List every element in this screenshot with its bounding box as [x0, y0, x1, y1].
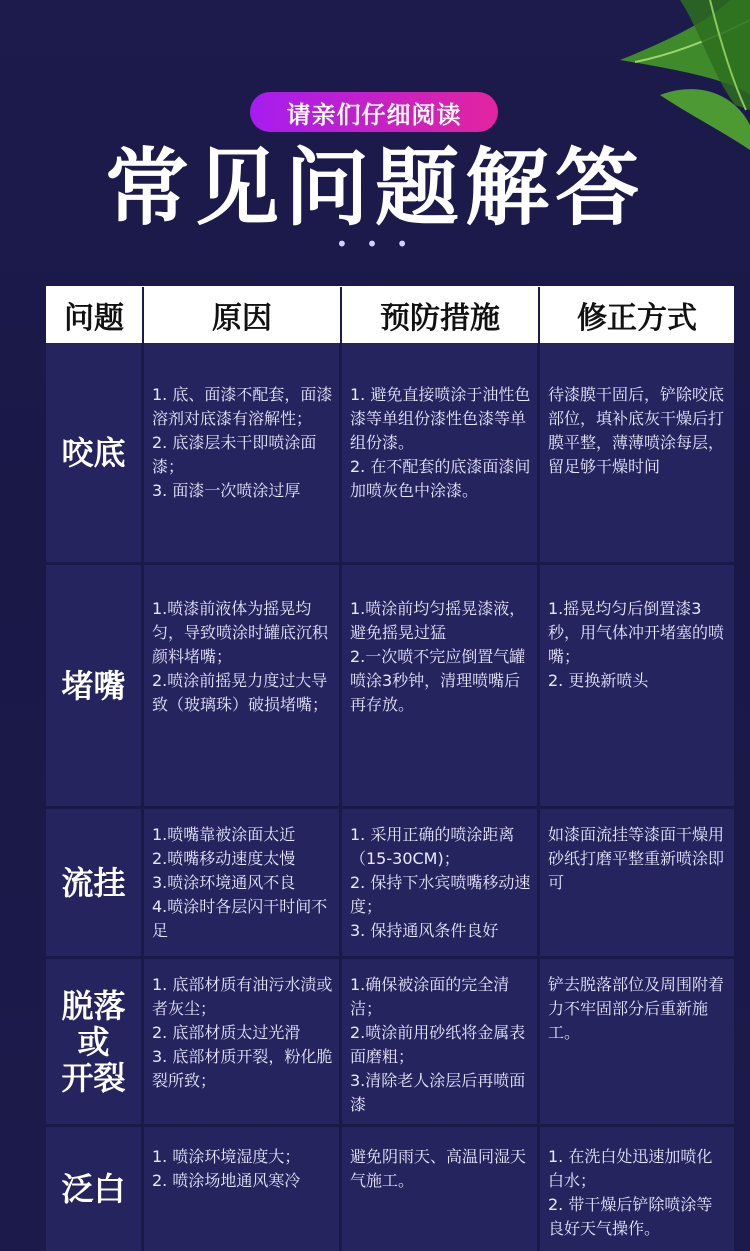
problem-cell: 咬底: [46, 343, 144, 562]
column-header-cause: 原因: [144, 287, 342, 343]
read-carefully-badge: 请亲们仔细阅读: [250, 92, 498, 132]
fix-cell: 待漆膜干固后，铲除咬底部位，填补底灰干燥后打膜平整，薄薄喷涂每层，留足够干燥时间: [548, 385, 725, 476]
faq-table: [46, 286, 734, 1251]
column-header-fix: 修正方式: [577, 301, 697, 336]
page-title: 常见问题解答: [104, 139, 645, 237]
column-header-prevention: 预防措施: [342, 287, 540, 343]
title-dots: • • •: [335, 232, 415, 256]
cause-cell: 1.喷嘴靠被涂面太近 2.喷嘴移动速度太慢 3.喷涂环境通风不良 4.喷涂时各层闪干时间不足: [144, 809, 342, 956]
fix-cell: 1.摇晃均匀后倒置漆3秒，用气体冲开堵塞的喷嘴； 2. 更换新喷头: [548, 599, 725, 690]
table-header: [46, 287, 734, 343]
cause-cell: 1. 底部材质有油污水渍或者灰尘； 2. 底部材质太过光滑 3. 底部材质开裂，粉化脆裂所致；: [144, 959, 342, 1124]
cause-cell: 1.喷漆前液体为摇晃均匀，导致喷涂时罐底沉积颜料堵嘴； 2.喷涂前摇晃力度过大导致（玻璃珠）破损堵嘴；: [144, 565, 342, 806]
cause-cell: 1. 喷涂环境湿度大； 2. 喷涂场地通风寒冷: [144, 1127, 342, 1251]
fix-cell: 铲去脱落部位及周围附着力不牢固部分后重新施工。: [548, 975, 725, 1042]
fix-cell: 如漆面流挂等漆面干燥用砂纸打磨平整重新喷涂即可: [548, 825, 725, 892]
prevention-cell: 避免阴雨天、高温同湿天气施工。: [342, 1127, 540, 1251]
prevention-cell: 1.喷涂前均匀摇晃漆液，避免摇晃过猛 2.一次喷不完应倒置气罐喷涂3秒钟，清理喷嘴后再存放。: [342, 565, 540, 806]
table-row: [46, 809, 734, 959]
problem-cell: 流挂: [46, 809, 144, 956]
problem-cell: 泛白: [46, 1127, 144, 1251]
prevention-cell: 1. 避免直接喷涂于油性色漆等单组份漆性色漆等单组份漆。 2. 在不配套的底漆面漆间加喷灰色中涂漆。: [342, 343, 540, 562]
column-header-problem: 问题: [46, 287, 144, 343]
table-row: [46, 565, 734, 809]
prevention-cell: 1. 采用正确的喷涂距离（15-30CM)； 2. 保持下水宾喷嘴移动速度； 3. 保持通风条件良好: [342, 809, 540, 956]
table-row: [46, 959, 734, 1127]
cause-cell: 1. 底、面漆不配套，面漆溶剂对底漆有溶解性； 2. 底漆层未干即喷涂面漆； 3. 面漆一次喷涂过厚: [144, 343, 342, 562]
leaf-decoration: [560, 0, 750, 150]
problem-cell: 堵嘴: [46, 565, 144, 806]
prevention-cell: 1.确保被涂面的完全清洁； 2.喷涂前用砂纸将金属表面磨粗； 3.清除老人涂层后再喷面漆: [342, 959, 540, 1124]
fix-cell: 1. 在洗白处迅速加喷化白水； 2. 带干燥后铲除喷涂等良好天气操作。: [548, 1147, 713, 1238]
problem-cell: 脱落 或 开裂: [46, 959, 144, 1124]
table-row: [46, 1127, 734, 1251]
table-row: [46, 343, 734, 565]
